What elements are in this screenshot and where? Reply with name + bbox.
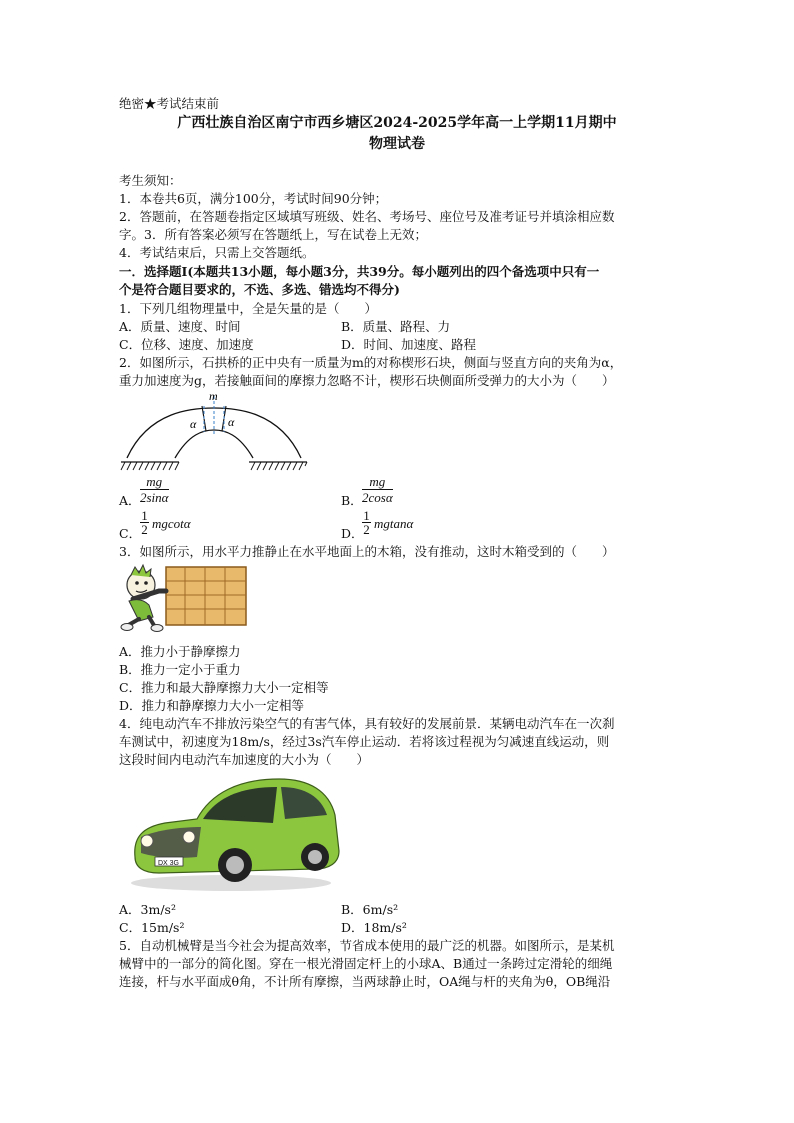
license-plate: DX 3G [158,860,180,867]
q3-option-c: C．推力和最大静摩擦力大小一定相等 [119,680,329,695]
q1-stem: 1．下列几组物理量中，全是矢量的是（ ） [119,301,377,316]
section-heading-cont: 个是符合题目要求的，不选、多选、错选均不得分) [119,282,400,297]
fraction-denominator: 2 [363,522,370,537]
q4-stem-line2: 车测试中，初速度为18m/s，经过3s汽车停止运动．若将该过程视为匀减速直线运动，则 [119,734,610,749]
q2-stem-line2: 重力加速度为g，若接触面间的摩擦力忽略不计，楔形石块侧面所受弹力的大小为（ ） [119,373,615,388]
q3-option-d: D．推力和静摩擦力大小一定相等 [119,698,305,713]
fraction-numerator: 1 [141,508,148,523]
q2-stem-line1: 2．如图所示，石拱桥的正中央有一质量为m的对称楔形石块，侧面与竖直方向的夹角为α， [119,355,623,370]
q3-option-a: A．推力小于静摩擦力 [119,644,241,659]
fraction-numerator: mg [140,474,169,490]
q2-option-b-label: B． [341,493,363,508]
q1-option-d: D．时间、加速度、路程 [341,337,477,352]
q4-option-d: D．18m/s² [341,920,407,935]
expression-text: mgcotα [152,516,191,531]
fraction-denominator: 2 [141,522,148,537]
notice-item: 2．答题前，在答题卷指定区域填写班级、姓名、考场号、座位号及准考证号并填涂相应数 [119,209,615,224]
q2-option-a-label: A． [119,493,141,508]
fig-mass-label: m [209,389,218,403]
fraction-denominator: 2cosα [362,490,393,505]
exam-title: 广西壮族自治区南宁市西乡塘区2024-2025学年高一上学期11月期中 [177,115,617,131]
fraction-denominator: 2sinα [140,490,169,505]
q2-option-c-label: C． [119,526,142,541]
section-heading: 一．选择题Ⅰ(本题共13小题，每小题3分，共39分。每小题列出的四个备选项中只有一 [119,264,600,279]
q1-option-a: A．质量、速度、时间 [119,319,241,334]
q3-option-b: B．推力一定小于重力 [119,662,241,677]
notice-item: 4．考试结束后，只需上交答题纸。 [119,245,315,260]
q4-stem-line1: 4．纯电动汽车不排放污染空气的有害气体，具有较好的发展前景．某辆电动汽车在一次刹 [119,716,615,731]
q1-option-b: B．质量、路程、力 [341,319,451,334]
fig-alpha-right: α [228,415,235,429]
secret-label: 绝密★考试结束前 [119,96,220,111]
fraction-numerator: mg [362,474,393,490]
q4-option-c: C．15m/s² [119,920,185,935]
fig-alpha-left: α [190,417,197,431]
expression-text: mgtanα [374,516,414,531]
notice-item: 1．本卷共6页，满分100分，考试时间90分钟； [119,191,388,206]
electric-car-figure [119,771,343,893]
q2-option-a-fraction [140,474,169,505]
push-crate-figure [119,561,249,633]
q5-stem-line1: 5．自动机械臂是当今社会为提高效率，节省成本使用的最广泛的机器。如图所示，是某机 [119,938,615,953]
q2-option-d-label: D． [341,526,364,541]
exam-subtitle: 物理试卷 [369,136,425,152]
q4-stem-line3: 这段时间内电动汽车加速度的大小为（ ） [119,752,370,767]
q2-option-b-fraction [362,474,393,505]
q4-option-b: B．6m/s² [341,902,399,917]
notice-item: 字。3．所有答案必须写在答题纸上，写在试卷上无效； [119,227,427,242]
q1-option-c: C．位移、速度、加速度 [119,337,254,352]
q4-option-a: A．3m/s² [119,902,176,917]
q3-stem: 3．如图所示，用水平力推静止在水平地面上的木箱，没有推动，这时木箱受到的（ ） [119,544,615,559]
q5-stem-line3: 连接，杆与水平面成θ角，不计所有摩擦，当两球静止时，OA绳与杆的夹角为θ，OB绳沿 [119,974,611,989]
arch-bridge-figure [119,388,309,474]
notice-heading: 考生须知： [119,173,182,188]
q5-stem-line2: 械臂中的一部分的简化图。穿在一根光滑固定杆上的小球A、B通过一条跨过定滑轮的细绳 [119,956,613,971]
fraction-numerator: 1 [363,508,370,523]
